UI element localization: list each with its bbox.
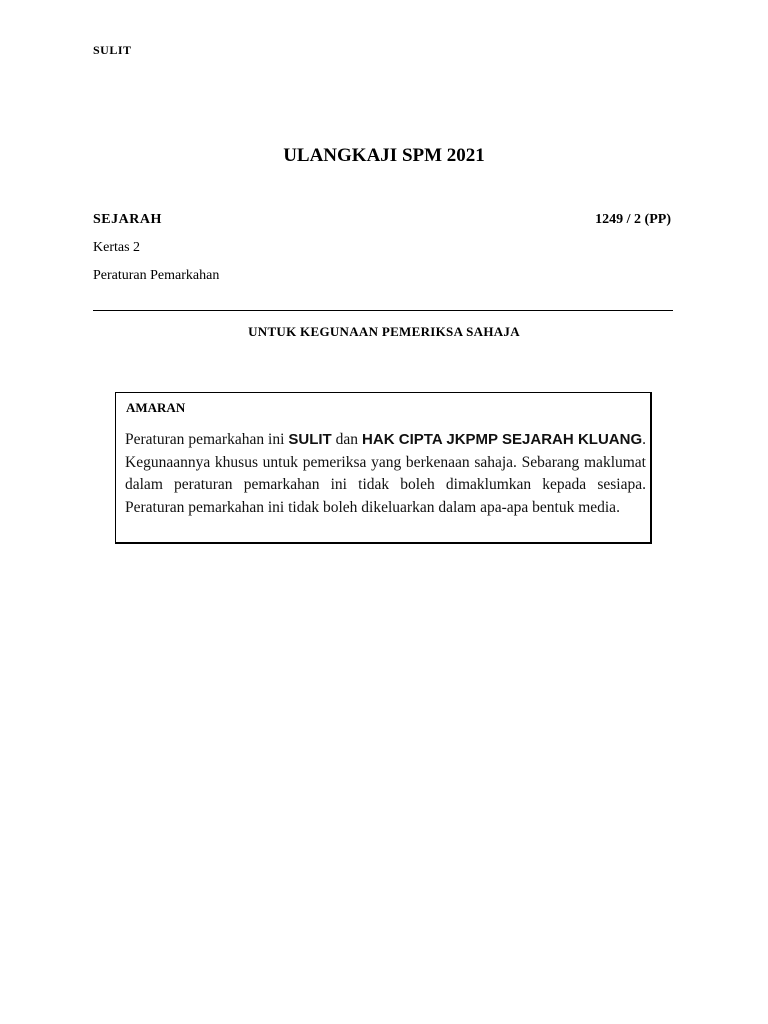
- warning-text-part: dan: [331, 431, 363, 448]
- warning-text: [125, 429, 646, 519]
- warning-bold-copyright: HAK CIPTA JKPMP SEJARAH KLUANG: [362, 431, 643, 448]
- examiner-only-note: UNTUK KEGUNAAN PEMERIKSA SAHAJA: [248, 324, 520, 339]
- warning-heading: AMARAN: [126, 400, 186, 415]
- paper-code: 1249 / 2 (PP): [595, 212, 671, 227]
- warning-bold-sulit: SULIT: [288, 431, 332, 448]
- document-type-label: Peraturan Pemarkahan: [93, 268, 220, 283]
- warning-text-part: Peraturan pemarkahan ini: [125, 431, 289, 448]
- document-title: ULANGKAJI SPM 2021: [283, 145, 485, 166]
- warning-text-part: . Kegunaannya khusus untuk pemeriksa yang berkenaan sahaja. Sebarang maklumat dalam peraturan pemarkahan ini tidak boleh dimaklumkan kepada sesiapa. Peraturan pemarkahan ini tidak boleh dikeluarkan dalam apa-apa bentuk media.: [125, 431, 646, 516]
- horizontal-divider: [93, 310, 673, 311]
- paper-label: Kertas 2: [93, 240, 141, 255]
- subject-name: SEJARAH: [93, 212, 162, 227]
- classification-label: SULIT: [93, 43, 132, 57]
- warning-box: [115, 392, 652, 544]
